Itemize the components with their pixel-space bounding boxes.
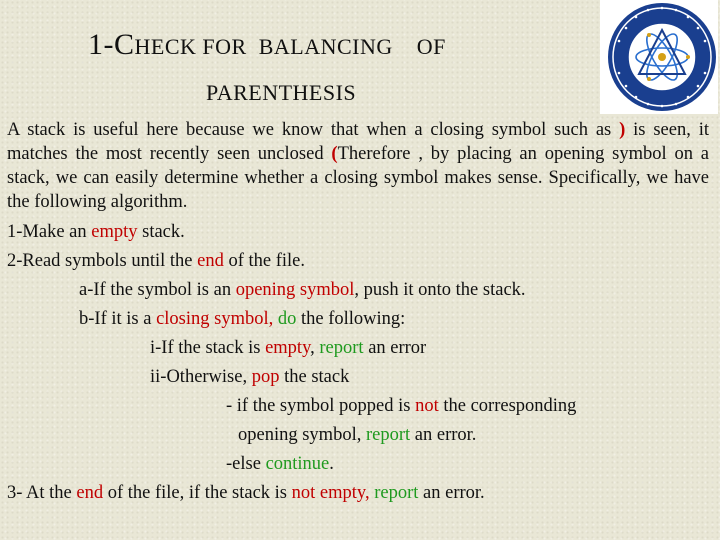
university-seal-icon xyxy=(600,0,718,114)
slide-title-line-2: PARENTHESIS xyxy=(206,80,357,105)
step-1: 1-Make an empty stack. xyxy=(7,222,185,242)
step-2b-ii: ii-Otherwise, pop the stack xyxy=(150,367,350,387)
title-lead: 1-C xyxy=(88,28,135,61)
step-3: 3- At the end of the file, if the stack is not empty, report an error. xyxy=(7,483,485,503)
title-word-1: HECK FOR xyxy=(134,34,247,59)
title-word-3: OF xyxy=(416,34,446,59)
step-2a: a-If the symbol is an opening symbol, push it onto the stack. xyxy=(79,280,526,300)
step-2: 2-Read symbols until the end of the file. xyxy=(7,251,306,271)
step-2b-i: i-If the stack is empty, report an error xyxy=(150,338,427,358)
step-2b-ii-else: -else continue. xyxy=(226,454,334,474)
title-word-2: BALANCING xyxy=(258,34,393,59)
step-2b: b-If it is a closing symbol, do the following: xyxy=(79,309,406,329)
closing-paren-symbol: ) xyxy=(619,120,626,140)
intro-paragraph xyxy=(7,118,709,214)
slide-title-line-1 xyxy=(88,28,446,62)
intro-text-1: A stack is useful here because we know that when a closing symbol such as xyxy=(7,120,612,140)
step-2b-ii-check-cont: opening symbol, report an error. xyxy=(238,425,477,445)
intro-text-2: is seen, it matches the most recently seen unclosed xyxy=(7,120,709,164)
intro-text-3: Therefore , by placing an opening symbol on a stack, we can easily determine whether a closing symbol makes sense. Specifically, we have the following algorithm. xyxy=(7,144,710,212)
body-text xyxy=(7,118,709,214)
opening-paren-symbol: ( xyxy=(331,144,338,164)
step-2b-ii-check: - if the symbol popped is not the corresponding xyxy=(226,396,577,416)
